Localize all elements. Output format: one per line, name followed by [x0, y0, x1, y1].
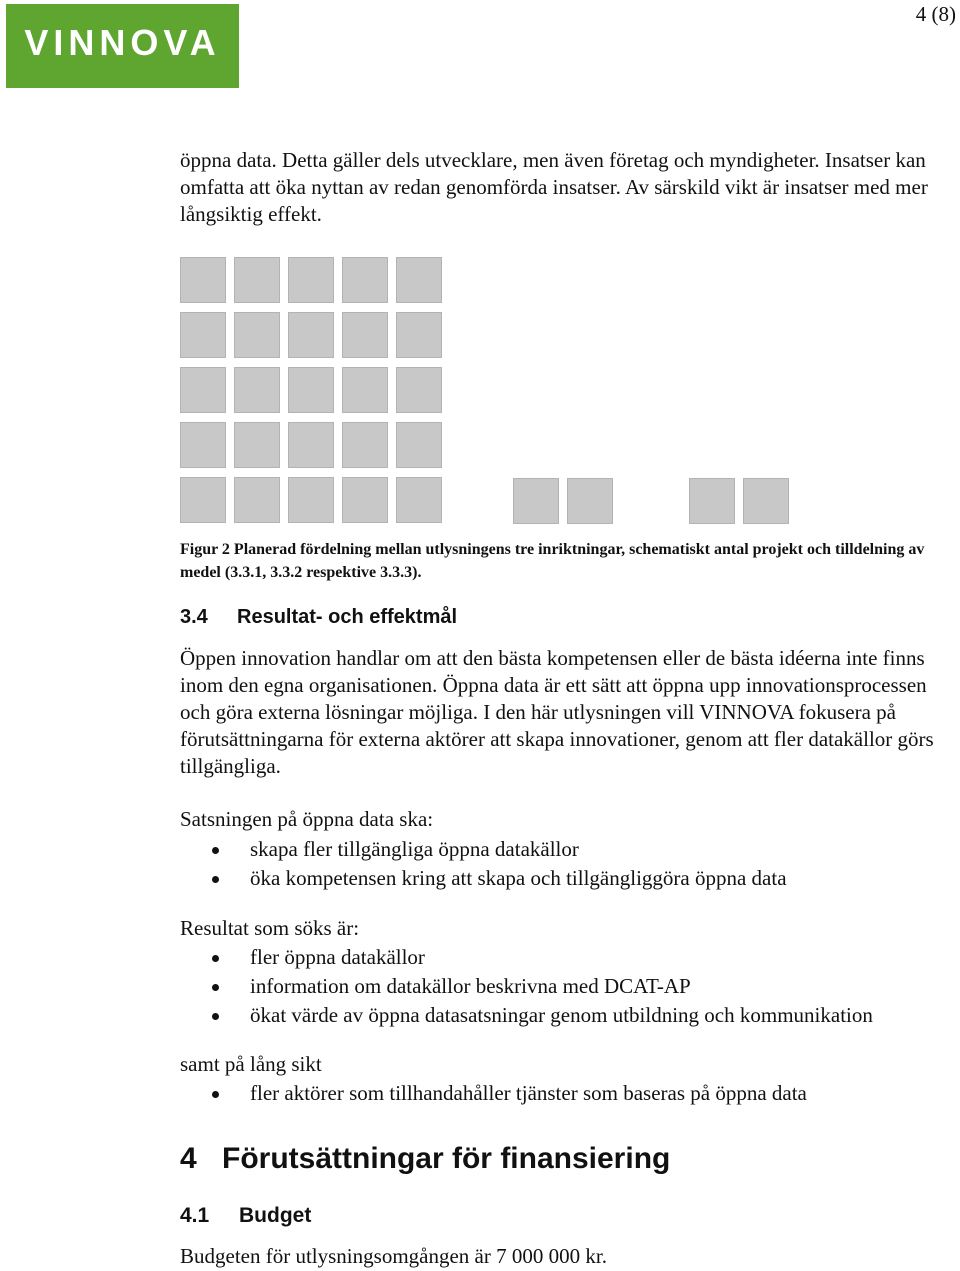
section-title: Resultat- och effektmål — [237, 606, 458, 628]
figure-square-group-2 — [567, 478, 613, 524]
figure-square-group-1 — [234, 367, 280, 413]
list-item: skapa fler tillgängliga öppna datakällor — [180, 836, 787, 865]
figure-square-group-1 — [342, 257, 388, 303]
figure-square-group-1 — [288, 257, 334, 303]
logo-text: VINNOVA — [24, 22, 221, 63]
section-number: 3.4 — [180, 606, 208, 628]
list-item: fler öppna datakällor — [180, 944, 873, 973]
vinnova-logo — [6, 4, 239, 88]
figure-square-group-1 — [180, 257, 226, 303]
figure-square-group-1 — [396, 477, 442, 523]
budget-paragraph: Budgeten för utlysningsomgången är 7 000 000 kr. — [180, 1244, 607, 1268]
section-paragraph: Öppen innovation handlar om att den bästa kompetensen eller de bästa idéerna inte finns inom den egna organisationen. Öppna data är ett sätt att öppna upp innovationsprocessen och göra externa lösningar möjliga. I den här utlysningen vill VINNOVA fokusera på förutsättningarna för externa aktörer att skapa innovationer, genom att fler datakällor görs tillgängliga. — [180, 646, 934, 778]
section-heading-4 — [180, 1142, 670, 1176]
figure-square-group-1 — [342, 367, 388, 413]
figure-square-group-1 — [396, 257, 442, 303]
figure-caption: Figur 2 Planerad fördelning mellan utlysningens tre inriktningar, schematiskt antal projekt och tilldelning av medel (3.3.1, 3.3.2 respektive 3.3.3). — [180, 541, 925, 581]
figure-square-group-2 — [513, 478, 559, 524]
figure-square-group-3 — [689, 478, 735, 524]
figure-square-group-1 — [342, 477, 388, 523]
figure-square-group-1 — [234, 257, 280, 303]
figure-square-group-1 — [342, 422, 388, 468]
figure-square-group-1 — [234, 422, 280, 468]
list-item: ökat värde av öppna datasatsningar genom utbildning och kommunikation — [180, 1002, 873, 1031]
figure-square-group-1 — [180, 312, 226, 358]
figure-square-group-1 — [288, 367, 334, 413]
section-number: 4.1 — [180, 1204, 210, 1227]
list-item: öka kompetensen kring att skapa och tillgängliggöra öppna data — [180, 865, 787, 894]
figure-square-group-1 — [288, 312, 334, 358]
satsning-list — [180, 836, 787, 894]
section-heading-4-1 — [180, 1204, 311, 1228]
figure-square-group-1 — [288, 477, 334, 523]
figure-square-group-1 — [288, 422, 334, 468]
section-title: Förutsättningar för finansiering — [222, 1142, 671, 1175]
figure-square-group-3 — [743, 478, 789, 524]
resultat-intro: Resultat som söks är: — [180, 916, 360, 940]
figure-square-group-1 — [342, 312, 388, 358]
figure-square-group-1 — [180, 477, 226, 523]
section-heading-3-4 — [180, 606, 457, 629]
figure-square-group-1 — [396, 422, 442, 468]
long-term-intro: samt på lång sikt — [180, 1052, 322, 1076]
list-item: fler aktörer som tillhandahåller tjänster som baseras på öppna data — [180, 1080, 807, 1109]
figure-square-group-1 — [234, 312, 280, 358]
page-number: 4 (8) — [915, 2, 956, 26]
figure-square-group-1 — [180, 422, 226, 468]
satsning-intro: Satsningen på öppna data ska: — [180, 807, 434, 831]
figure-square-group-1 — [180, 367, 226, 413]
section-title: Budget — [239, 1204, 312, 1227]
list-item: information om datakällor beskrivna med DCAT-AP — [180, 973, 873, 1002]
figure-square-group-1 — [396, 312, 442, 358]
long-term-list — [180, 1080, 807, 1109]
intro-paragraph: öppna data. Detta gäller dels utvecklare, men även företag och myndigheter. Insatser kan omfatta att öka nyttan av redan genomförda insatser. Av särskild vikt är insatser med mer långsiktig effekt. — [180, 148, 928, 226]
figure-square-group-1 — [396, 367, 442, 413]
resultat-list — [180, 944, 873, 1031]
figure-square-group-1 — [234, 477, 280, 523]
section-number: 4 — [180, 1142, 197, 1175]
